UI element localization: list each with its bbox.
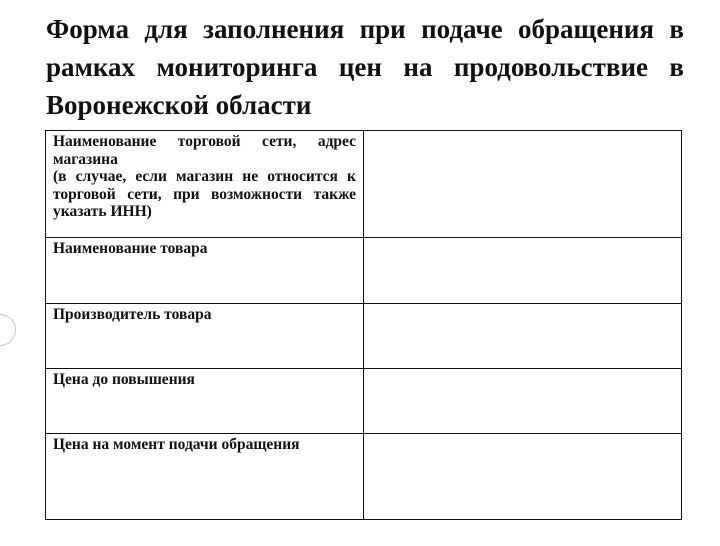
table-row: [46, 434, 682, 520]
document-title: Форма для заполнения при подаче обращения в рамках мониторинга цен на продовольствие в Воронежской области: [46, 14, 684, 120]
form-table: [45, 130, 682, 520]
price-at-submission-value-field[interactable]: [364, 434, 682, 520]
product-name-value-field[interactable]: [364, 238, 682, 304]
price-before-increase-value-field[interactable]: [364, 369, 682, 434]
price-at-submission-label: Цена на момент подачи обращения: [53, 436, 300, 453]
table-row: [46, 131, 682, 238]
form-label-cell: [46, 369, 364, 434]
table-row: [46, 304, 682, 369]
form-label-cell: [46, 434, 364, 520]
product-name-label: Наименование товара: [53, 240, 208, 257]
form-label-cell: [46, 304, 364, 369]
table-row: [46, 369, 682, 434]
table-row: [46, 238, 682, 304]
manufacturer-value-field[interactable]: [364, 304, 682, 369]
form-label-cell: [46, 131, 364, 238]
retail-chain-label: Наименование торговой сети, адрес магазина: [53, 133, 356, 168]
manufacturer-label: Производитель товара: [53, 306, 212, 323]
form-label-cell: [46, 238, 364, 304]
retail-chain-value-field[interactable]: [364, 131, 682, 238]
price-before-increase-label: Цена до повышения: [53, 371, 195, 388]
retail-chain-note: (в случае, если магазин не относится к торговой сети, при возможности также указать ИНН): [53, 168, 356, 220]
page-edge-circle-icon: [0, 314, 16, 346]
